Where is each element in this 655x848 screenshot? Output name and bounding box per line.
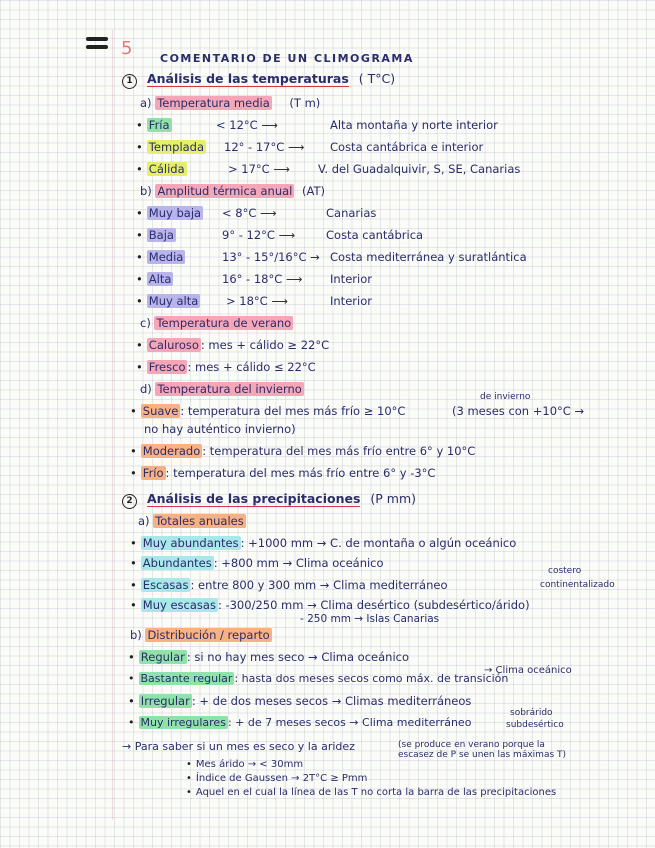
- list-item: • Muy escasas : -300/250 mm → Clima desértico (subdesértico/árido): [130, 598, 530, 612]
- item-result: Alta montaña y norte interior: [330, 118, 498, 132]
- list-item: • Fresco : mes + cálido ≤ 22°C: [136, 360, 316, 374]
- annotation: subdesértico: [506, 720, 564, 730]
- section-number: 1: [122, 74, 137, 89]
- list-item: • Caluroso : mes + cálido ≥ 22°C: [136, 338, 330, 352]
- section-number: 2: [122, 494, 137, 509]
- item-value: 16° - 18°C ⟶: [222, 272, 303, 286]
- notes-intro: → Para saber si un mes es seco y la aridez: [122, 740, 355, 753]
- page-title: COMENTARIO DE UN CLIMOGRAMA: [160, 52, 414, 65]
- list-item: • Cálida: [136, 162, 185, 176]
- annotation: (3 meses con +10°C →: [452, 404, 585, 418]
- subsection-a-heading: a) Totales anuales: [138, 514, 244, 528]
- subsection-c-heading: c) Temperatura de verano: [140, 316, 292, 330]
- item-value: > 17°C ⟶: [228, 162, 290, 176]
- note-item: • Índice de Gaussen → 2T°C ≥ Pmm: [186, 773, 368, 784]
- subsection-b-heading: b) Amplitud térmica anual (AT): [140, 184, 326, 198]
- subsection-b-heading: b) Distribución / reparto: [130, 628, 270, 642]
- section-title: Análisis de las precipitaciones: [146, 491, 361, 506]
- subsection-d-heading: d) Temperatura del invierno: [140, 382, 302, 396]
- list-item: • Media: [136, 250, 184, 264]
- list-item: • Regular : si no hay mes seco → Clima oceánico: [128, 650, 409, 664]
- section-2-heading: [122, 492, 416, 509]
- brace-top: costero: [548, 566, 582, 576]
- term: Fría: [148, 118, 170, 132]
- list-item: • Fría: [136, 118, 170, 132]
- list-item: • Bastante regular : hasta dos meses secos como máx. de transición: [128, 672, 509, 685]
- term: Cálida: [148, 162, 185, 176]
- list-item: • Muy abundantes : +1000 mm → C. de montaña o algún oceánico: [130, 536, 517, 550]
- list-item: • Baja: [136, 228, 174, 242]
- item-value: 13° - 15°/16°C →: [222, 250, 320, 264]
- list-item: • Escasas : entre 800 y 300 mm → Clima mediterráneo: [130, 578, 448, 592]
- subsection-label: a): [140, 96, 152, 110]
- term: Templada: [148, 140, 205, 154]
- subsection-title: Totales anuales: [155, 514, 244, 528]
- item-value: < 12°C ⟶: [216, 118, 278, 132]
- margin-line: [112, 30, 113, 820]
- notes-aside: (se produce en verano porque la escasez de P se unen las máximas T): [398, 740, 567, 760]
- subsection-a-heading: [140, 96, 320, 110]
- item-value: < 8°C ⟶: [222, 206, 277, 220]
- page-number: 5: [121, 38, 133, 59]
- list-item: • Abundantes : +800 mm → Clima oceánico: [130, 556, 384, 570]
- item-result: Costa mediterránea y suratlántica: [330, 250, 527, 264]
- subsection-title: Temperatura del invierno: [157, 382, 302, 396]
- item-result: Interior: [330, 294, 372, 308]
- item-result: Interior: [330, 272, 372, 286]
- list-item: • Moderado : temperatura del mes más frío entre 6° y 10°C: [130, 444, 476, 458]
- item-result: Canarias: [326, 206, 377, 220]
- section-1-heading: [122, 72, 395, 89]
- continuation-line: no hay auténtico invierno): [144, 422, 296, 436]
- item-value: 9° - 12°C ⟶: [222, 228, 296, 242]
- subsection-title: Amplitud térmica anual: [157, 184, 293, 198]
- item-result: Costa cantábrica e interior: [330, 140, 484, 154]
- section-unit: (P mm): [370, 491, 417, 506]
- binding-mark: [86, 45, 108, 49]
- list-item: • Alta: [136, 272, 172, 286]
- item-value: 12° - 17°C ⟶: [224, 140, 305, 154]
- brace-bottom: continentalizado: [540, 580, 615, 590]
- continuation-line: - 250 mm → Islas Canarias: [300, 613, 440, 625]
- note-item: • Aquel en el cual la línea de las T no corta la barra de las precipitaciones: [186, 787, 557, 798]
- section-unit: ( T°C): [358, 71, 396, 86]
- subsection-title: Temperatura de verano: [156, 316, 292, 330]
- annotation: de invierno: [480, 392, 531, 402]
- subsection-title: Distribución / reparto: [147, 628, 270, 642]
- subsection-title: Temperatura media: [157, 96, 270, 110]
- list-item: • Muy irregulares : + de 7 meses secos → Clima mediterráneo: [128, 716, 472, 729]
- note-item: • Mes árido → < 30mm: [186, 759, 304, 770]
- item-value: > 18°C ⟶: [226, 294, 288, 308]
- list-item: • Irregular : + de dos meses secos → Climas mediterráneos: [128, 694, 472, 708]
- annotation: sobrárido: [510, 708, 553, 718]
- subsection-unit: (AT): [302, 184, 326, 198]
- binding-mark: [86, 37, 108, 41]
- item-result: Costa cantábrica: [326, 228, 424, 242]
- list-item: • Frío : temperatura del mes más frío entre 6° y -3°C: [130, 466, 436, 480]
- subsection-unit: (T m): [289, 96, 321, 110]
- annotation: → Clima oceánico: [484, 665, 572, 676]
- section-title: Análisis de las temperaturas: [146, 71, 349, 86]
- list-item: • Muy baja: [136, 206, 202, 220]
- list-item: • Suave : temperatura del mes más frío ≥ 10°C: [130, 404, 406, 418]
- item-result: V. del Guadalquivir, S, SE, Canarias: [318, 162, 521, 176]
- list-item: • Templada: [136, 140, 205, 154]
- list-item: • Muy alta: [136, 294, 199, 308]
